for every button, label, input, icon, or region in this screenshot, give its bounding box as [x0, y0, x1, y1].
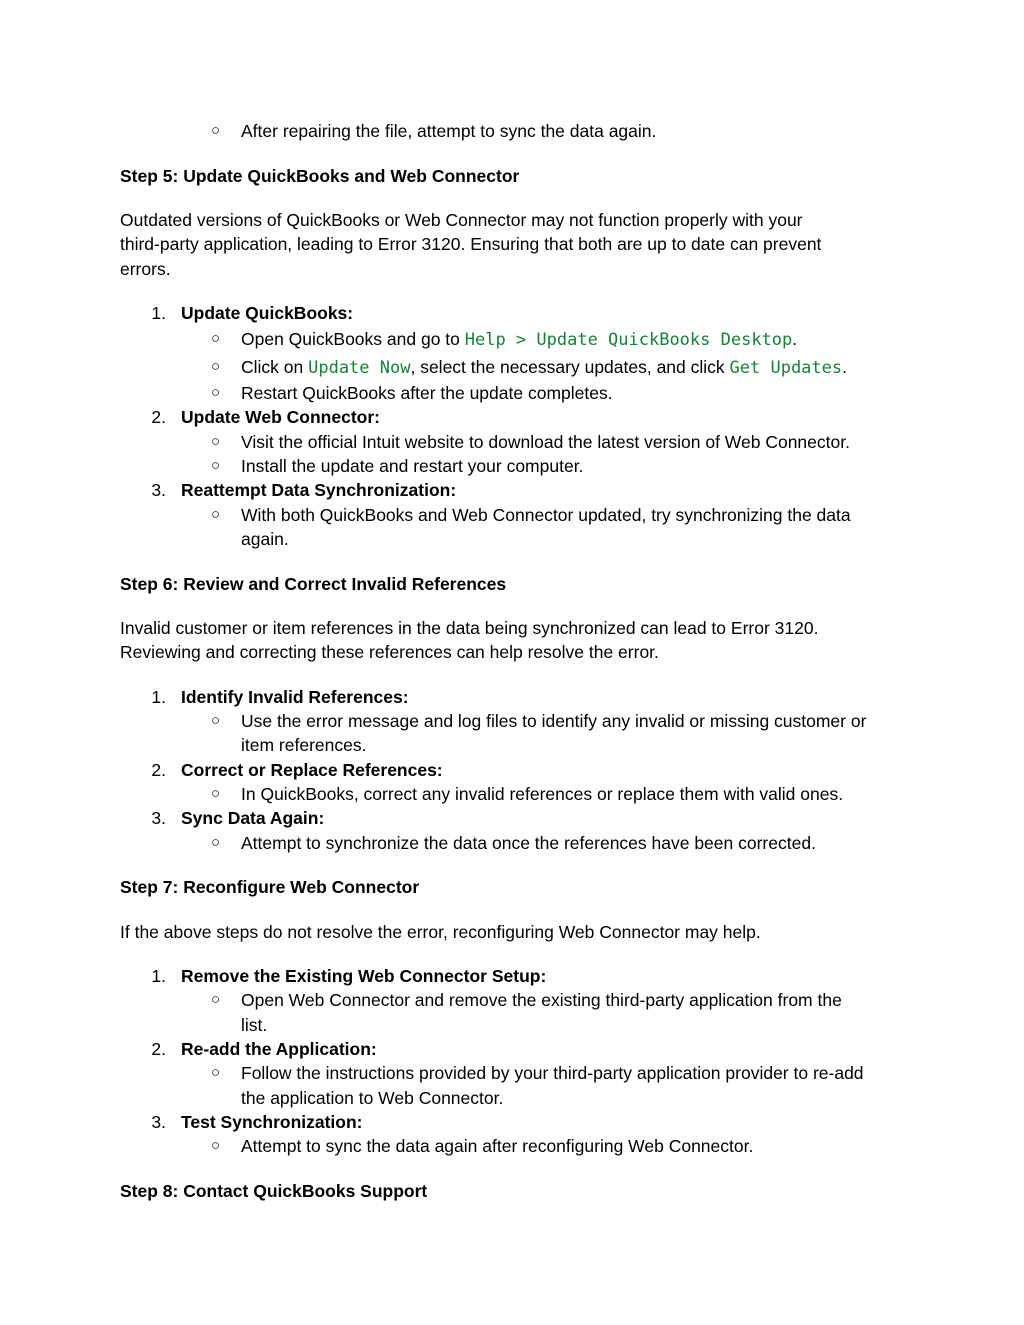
list-item-text — [241, 327, 797, 352]
menu-path-code: Help > Update QuickBooks Desktop — [464, 330, 793, 350]
step5-heading: Step 5: Update QuickBooks and Web Connector — [120, 166, 520, 186]
bullet-icon: ○ — [211, 834, 221, 851]
list-item-title: Sync Data Again: — [181, 808, 325, 828]
list-item-title: Remove the Existing Web Connector Setup: — [181, 966, 547, 986]
list-item-text: again. — [241, 529, 289, 549]
text-segment: Click on — [241, 357, 309, 377]
bullet-icon: ○ — [211, 433, 221, 450]
text-segment: , select the necessary updates, and click — [410, 357, 730, 377]
list-number: 2. — [151, 1039, 166, 1059]
text-segment: . — [792, 329, 798, 349]
get-updates-code: Get Updates — [729, 358, 843, 378]
list-item-title: Test Synchronization: — [181, 1112, 363, 1132]
list-item-title: Reattempt Data Synchronization: — [181, 480, 457, 500]
text-segment: Open QuickBooks and go to — [241, 329, 465, 349]
step6-paragraph: Invalid customer or item references in the data being synchronized can lead to Error 3120. — [120, 618, 819, 638]
bullet-icon: ○ — [211, 122, 221, 139]
list-item-text: Attempt to sync the data again after reconfiguring Web Connector. — [241, 1136, 754, 1156]
bullet-icon: ○ — [211, 1137, 221, 1154]
bullet-icon: ○ — [211, 330, 221, 347]
bullet-icon: ○ — [211, 712, 221, 729]
list-number: 2. — [151, 407, 166, 427]
list-number: 3. — [151, 808, 166, 828]
list-number: 1. — [151, 687, 166, 707]
list-item-text: Attempt to synchronize the data once the references have been corrected. — [241, 833, 816, 853]
list-item-text: After repairing the file, attempt to sync the data again. — [241, 121, 657, 141]
step5-paragraph: third-party application, leading to Error 3120. Ensuring that both are up to date can prevent — [120, 234, 822, 254]
bullet-icon: ○ — [211, 384, 221, 401]
list-item-title: Update Web Connector: — [181, 407, 380, 427]
list-number: 1. — [151, 966, 166, 986]
step5-paragraph: errors. — [120, 259, 171, 279]
list-item-text: list. — [241, 1015, 268, 1035]
list-item-text: Follow the instructions provided by your third-party application provider to re-add — [241, 1063, 864, 1083]
bullet-icon: ○ — [211, 506, 221, 523]
bullet-icon: ○ — [211, 457, 221, 474]
step6-heading: Step 6: Review and Correct Invalid References — [120, 574, 507, 594]
list-item-title: Update QuickBooks: — [181, 303, 354, 323]
list-item-text: With both QuickBooks and Web Connector updated, try synchronizing the data — [241, 505, 851, 525]
list-item-text: Open Web Connector and remove the existing third-party application from the — [241, 990, 842, 1010]
list-item-text: the application to Web Connector. — [241, 1088, 504, 1108]
list-item-text: Restart QuickBooks after the update completes. — [241, 383, 613, 403]
step8-heading: Step 8: Contact QuickBooks Support — [120, 1181, 428, 1201]
list-item-text: Use the error message and log files to identify any invalid or missing customer or — [241, 711, 867, 731]
list-number: 1. — [151, 303, 166, 323]
bullet-icon: ○ — [211, 785, 221, 802]
step6-paragraph: Reviewing and correcting these references can help resolve the error. — [120, 642, 659, 662]
update-now-code: Update Now — [308, 358, 411, 378]
list-item-text: In QuickBooks, correct any invalid references or replace them with valid ones. — [241, 784, 844, 804]
list-number: 3. — [151, 480, 166, 500]
bullet-icon: ○ — [211, 358, 221, 375]
list-item-title: Re-add the Application: — [181, 1039, 377, 1059]
step7-paragraph: If the above steps do not resolve the error, reconfiguring Web Connector may help. — [120, 922, 761, 942]
bullet-icon: ○ — [211, 1064, 221, 1081]
bullet-icon: ○ — [211, 991, 221, 1008]
step7-heading: Step 7: Reconfigure Web Connector — [120, 877, 420, 897]
list-number: 3. — [151, 1112, 166, 1132]
list-item-text: item references. — [241, 735, 367, 755]
list-item-text — [241, 355, 847, 380]
list-number: 2. — [151, 760, 166, 780]
list-item-title: Correct or Replace References: — [181, 760, 443, 780]
text-segment: . — [842, 357, 847, 377]
list-item-text: Visit the official Intuit website to download the latest version of Web Connector. — [241, 432, 850, 452]
step5-paragraph: Outdated versions of QuickBooks or Web Connector may not function properly with your — [120, 210, 803, 230]
list-item-title: Identify Invalid References: — [181, 687, 409, 707]
list-item-text: Install the update and restart your computer. — [241, 456, 584, 476]
